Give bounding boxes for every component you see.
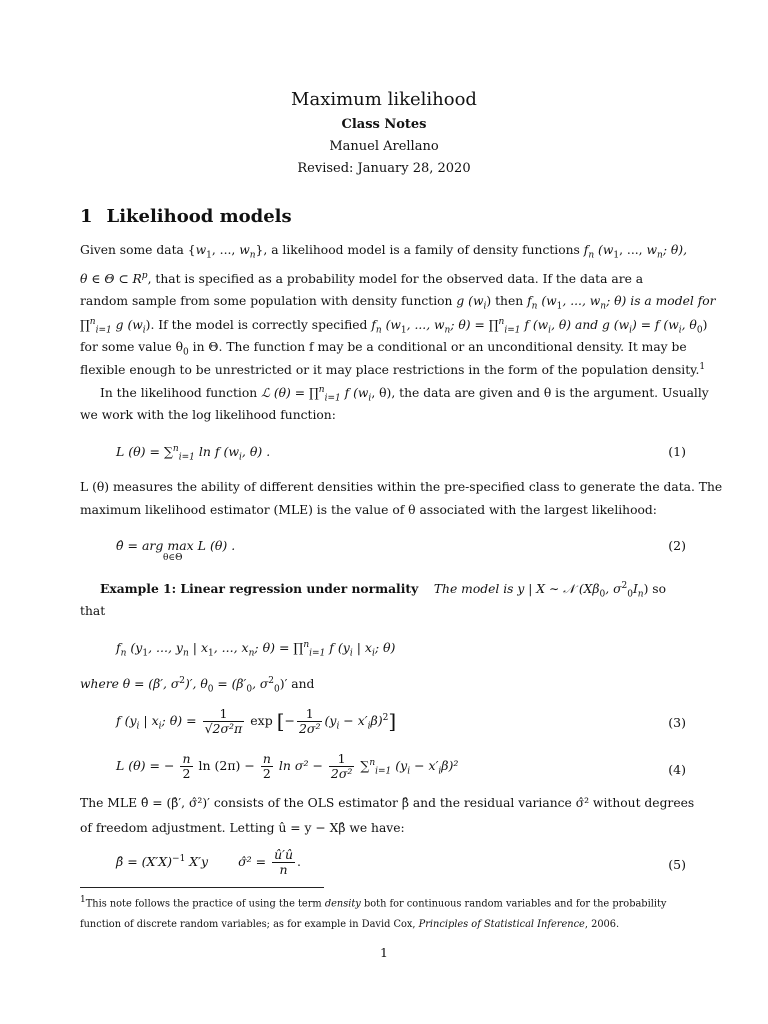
equation-5-number: (5) xyxy=(668,857,686,872)
paragraph-2-line-1: In the likelihood function ℒ (θ) = ∏$^n_{i=1}$ f ($w_i$, θ), the data are given and θ is the argument. Usually xyxy=(100,385,709,404)
footnote-rule xyxy=(80,887,324,888)
section-number: 1 xyxy=(80,206,93,227)
paragraph-3-line-2: maximum likelihood estimator (MLE) is the value of θ associated with the largest likelihood: xyxy=(80,503,657,517)
revision-date: Revised: January 28, 2020 xyxy=(297,161,471,176)
document-title: Maximum likelihood xyxy=(291,89,477,110)
page-number: 1 xyxy=(380,945,388,960)
paragraph-1-line-4: ∏$^n_{i=1}$ g $(w_i)$. If the model is correctly specified $f_n$ ($w_1$, ..., $w_n$; θ) = ∏$^n_{i=1}$ f ($w_i$, θ) and g $(w_i) = f$ ($w_i$, $\theta_0$) xyxy=(80,317,708,336)
equation-4-number: (4) xyxy=(668,762,686,777)
equation-1: L (θ) = ∑$^n_{i=1}$ ln f ($w_i$, θ) . xyxy=(116,444,271,463)
equation-1-number: (1) xyxy=(668,444,686,459)
equation-4: L (θ) = − $\frac{n}{2}$ ln (2π) − $\frac{n}{2}$ ln σ² − $\frac{1}{\text{2σ²}}$ ∑$^n_{i=1}$ $(y_i - x'_i\beta)^2$ xyxy=(116,751,459,781)
document-subtitle: Class Notes xyxy=(341,117,427,132)
section-heading xyxy=(80,206,292,227)
paragraph-1-line-2: θ ∈ Θ ⊂ $R^p$, that is specified as a probability model for the observed data. If the data are a xyxy=(80,271,644,287)
mle-paragraph-line-1: The MLE θ̂ = (β̂′, σ̂²)′ consists of the OLS estimator β̂ and the residual variance σ̂² without degrees xyxy=(80,796,695,810)
paragraph-1-line-5: for some value $\theta_0$ in Θ. The function f may be a conditional or an unconditional density. It may be xyxy=(80,340,687,358)
example-1-line-1: Example 1: Linear regression under normality The model is y | X ∼ 𝒩 ($X\beta_0$, $\sigma^2_0I_n$) so xyxy=(100,581,667,600)
footnote: $^1$This note follows the practice of using the term density both for continuous random variables and for the probability function of discrete random variables; as for example in David Cox, Principles of Statistical Inference, 2006. xyxy=(80,895,667,931)
example-1-heading: Example 1: Linear regression under normality xyxy=(100,581,419,597)
paragraph-3-line-1: L (θ) measures the ability of different densities within the pre-specified class to generate the data. The xyxy=(80,480,723,494)
paragraph-1-line-3: random sample from some population with density function g $(w_i)$ then $f_n$ ($w_1$, ..., $w_n$; θ) is a model for xyxy=(80,294,716,312)
equation-likelihood-product: $f_n$ ($y_1$, ..., $y_n$ | $x_1$, ..., $x_n$; θ) = ∏$^n_{i=1}$ f ($y_i$ | $x_i$; θ) xyxy=(116,640,396,659)
paragraph-1-line-6: flexible enough to be unrestricted or it may place restrictions in the form of the population density.$^1$ xyxy=(80,362,706,378)
equation-2-subscript: θ∈Θ xyxy=(163,553,183,563)
section-title: Likelihood models xyxy=(106,206,292,227)
equation-3: f ($y_i$ | $x_i$; θ) = $\frac{1}{\text{√2σ²π}}$ exp [− $\frac{1}{\text{2σ²}}$ $(y_i - x'_i\beta)^2$] xyxy=(116,706,397,736)
example-1-line-2: that xyxy=(80,604,106,618)
footnote-marker[interactable]: 1 xyxy=(699,362,706,372)
equation-5: β̂ = $(X'X)^{-1}$ X′y σ̂² = $\frac{û'û}{n}$ . xyxy=(116,847,301,877)
equation-2: θ̂ = arg max L (θ) . xyxy=(116,538,236,553)
where-line: where θ = (β′, $\sigma^2)'$, $\theta_0 = (\beta'_0$, $\sigma^2_0)'$ and xyxy=(80,676,315,695)
equation-3-number: (3) xyxy=(668,715,686,730)
paragraph-1-line-1: Given some data {$w_1$, ..., $w_n$}, a likelihood model is a family of density functions $f_n$ ($w_1$, ..., $w_n$; θ), xyxy=(80,243,687,261)
mle-paragraph-line-2: of freedom adjustment. Letting û = y − Xβ̂ we have: xyxy=(80,821,405,835)
document-author: Manuel Arellano xyxy=(329,139,439,154)
paragraph-2-line-2: we work with the log likelihood function: xyxy=(80,408,336,422)
equation-2-number: (2) xyxy=(668,538,686,553)
